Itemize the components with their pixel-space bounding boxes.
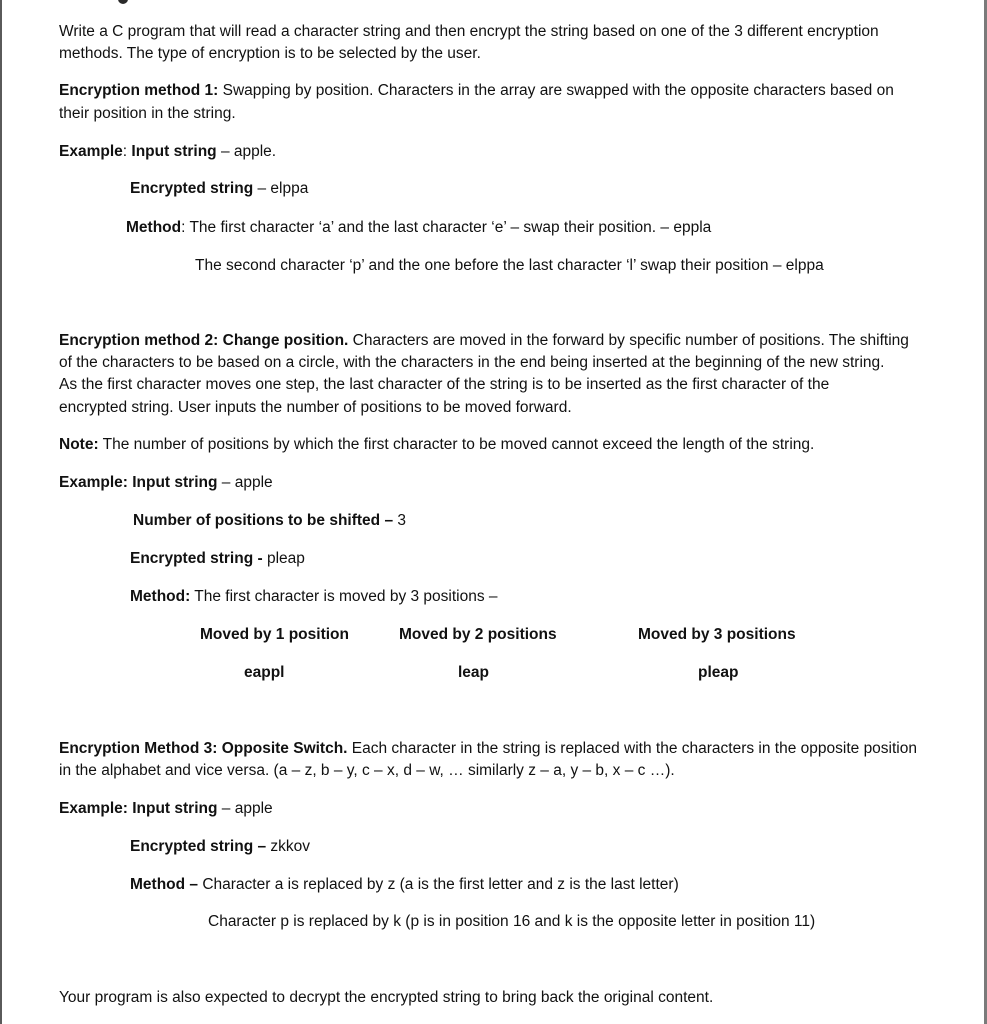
method1-encrypted-value: – elppa bbox=[253, 180, 309, 197]
method3-method-text-1: Character a is replaced by z (a is the first letter and z is the last letter) bbox=[198, 876, 679, 893]
method2-example-value: – apple bbox=[217, 474, 273, 491]
method1-example-line bbox=[59, 141, 276, 163]
method1-heading: Encryption method 1: bbox=[59, 82, 219, 99]
method3-encrypted-label: Encrypted string – bbox=[130, 838, 267, 855]
method1-desc-line-2: their position in the string. bbox=[59, 105, 236, 122]
method2-desc-line-4: encrypted string. User inputs the number of positions to be moved forward. bbox=[59, 399, 572, 416]
method1-method-text-1: : The first character ‘a’ and the last character ‘e’ – swap their position. – eppla bbox=[181, 219, 712, 236]
method2-step-2-value: leap bbox=[458, 664, 490, 681]
method1-method-line-2: The second character ‘p’ and the one before the last character ‘l’ swap their position – elppa bbox=[195, 257, 824, 274]
method3-method-line-2: Character p is replaced by k (p is in position 16 and k is the opposite letter in position 11) bbox=[208, 913, 816, 930]
method2-desc-line-3: As the first character moves one step, the last character of the string is to be inserted as the first character of the bbox=[59, 376, 830, 393]
method2-encrypted-label: Encrypted string - bbox=[130, 550, 263, 567]
method2-method-text: The first character is moved by 3 positions – bbox=[190, 588, 498, 605]
method3-method-label: Method – bbox=[130, 876, 199, 893]
method2-note-text: The number of positions by which the first character to be moved cannot exceed the length of the string. bbox=[98, 436, 815, 453]
method2-note-line bbox=[59, 434, 814, 456]
method3-desc-text: Each character in the string is replaced with the characters in the opposite position bbox=[347, 740, 917, 757]
method1-desc-text: Swapping by position. Characters in the array are swapped with the opposite characters based on bbox=[218, 82, 894, 99]
method1-encrypted-line bbox=[130, 178, 308, 200]
method3-encrypted-line bbox=[130, 836, 310, 858]
method3-heading: Encryption Method 3: Opposite Switch. bbox=[59, 740, 348, 757]
method3-method-line-1 bbox=[130, 874, 679, 896]
method3-encrypted-value: zkkov bbox=[266, 838, 311, 855]
method3-desc-line-2: in the alphabet and vice versa. (a – z, b – y, c – x, d – w, … similarly z – a, y – b, x – c …). bbox=[59, 762, 675, 779]
method1-method-line-1 bbox=[126, 217, 711, 239]
method2-positions-line bbox=[133, 510, 406, 532]
method2-heading: Encryption method 2: Change position. bbox=[59, 332, 349, 349]
method2-encrypted-value: pleap bbox=[262, 550, 305, 567]
method2-step-2-label: Moved by 2 positions bbox=[399, 626, 557, 643]
method2-step-3-label: Moved by 3 positions bbox=[638, 626, 796, 643]
method3-example-line bbox=[59, 798, 273, 820]
method1-desc-line-1 bbox=[59, 80, 894, 102]
method2-method-line bbox=[130, 586, 498, 608]
method2-note-label: Note: bbox=[59, 436, 99, 453]
method2-step-1-value: eappl bbox=[244, 664, 285, 681]
method1-example-colon: : bbox=[122, 143, 132, 160]
closing-line: Your program is also expected to decrypt the encrypted string to bring back the original content. bbox=[59, 989, 714, 1006]
top-ink-mark bbox=[118, 0, 128, 4]
method2-step-3-value: pleap bbox=[698, 664, 739, 681]
method1-input-label: Input string bbox=[131, 143, 217, 160]
method2-positions-label: Number of positions to be shifted – bbox=[133, 512, 394, 529]
method2-encrypted-line bbox=[130, 548, 305, 570]
method1-example-label: Example bbox=[59, 143, 123, 160]
method3-example-value: – apple bbox=[217, 800, 273, 817]
method1-encrypted-label: Encrypted string bbox=[130, 180, 254, 197]
method2-method-label: Method: bbox=[130, 588, 191, 605]
method2-example-label: Example: Input string bbox=[59, 474, 218, 491]
method3-desc-line-1 bbox=[59, 738, 917, 760]
method2-desc-line-2: of the characters to be based on a circle, with the characters in the end being inserted at the beginning of the new string. bbox=[59, 354, 885, 371]
page-left-edge bbox=[0, 0, 2, 1024]
method2-step-1-label: Moved by 1 position bbox=[200, 626, 349, 643]
method1-method-label: Method bbox=[126, 219, 182, 236]
intro-line-2: methods. The type of encryption is to be selected by the user. bbox=[59, 45, 481, 62]
method2-desc-text: Characters are moved in the forward by specific number of positions. The shifting bbox=[348, 332, 909, 349]
method2-example-line bbox=[59, 472, 273, 494]
method1-input-value: – apple. bbox=[216, 143, 277, 160]
method2-positions-value: 3 bbox=[393, 512, 407, 529]
method2-desc-line-1 bbox=[59, 330, 909, 352]
intro-line-1: Write a C program that will read a character string and then encrypt the string based on one of the 3 different encryption bbox=[59, 23, 879, 40]
method3-example-label: Example: Input string bbox=[59, 800, 218, 817]
